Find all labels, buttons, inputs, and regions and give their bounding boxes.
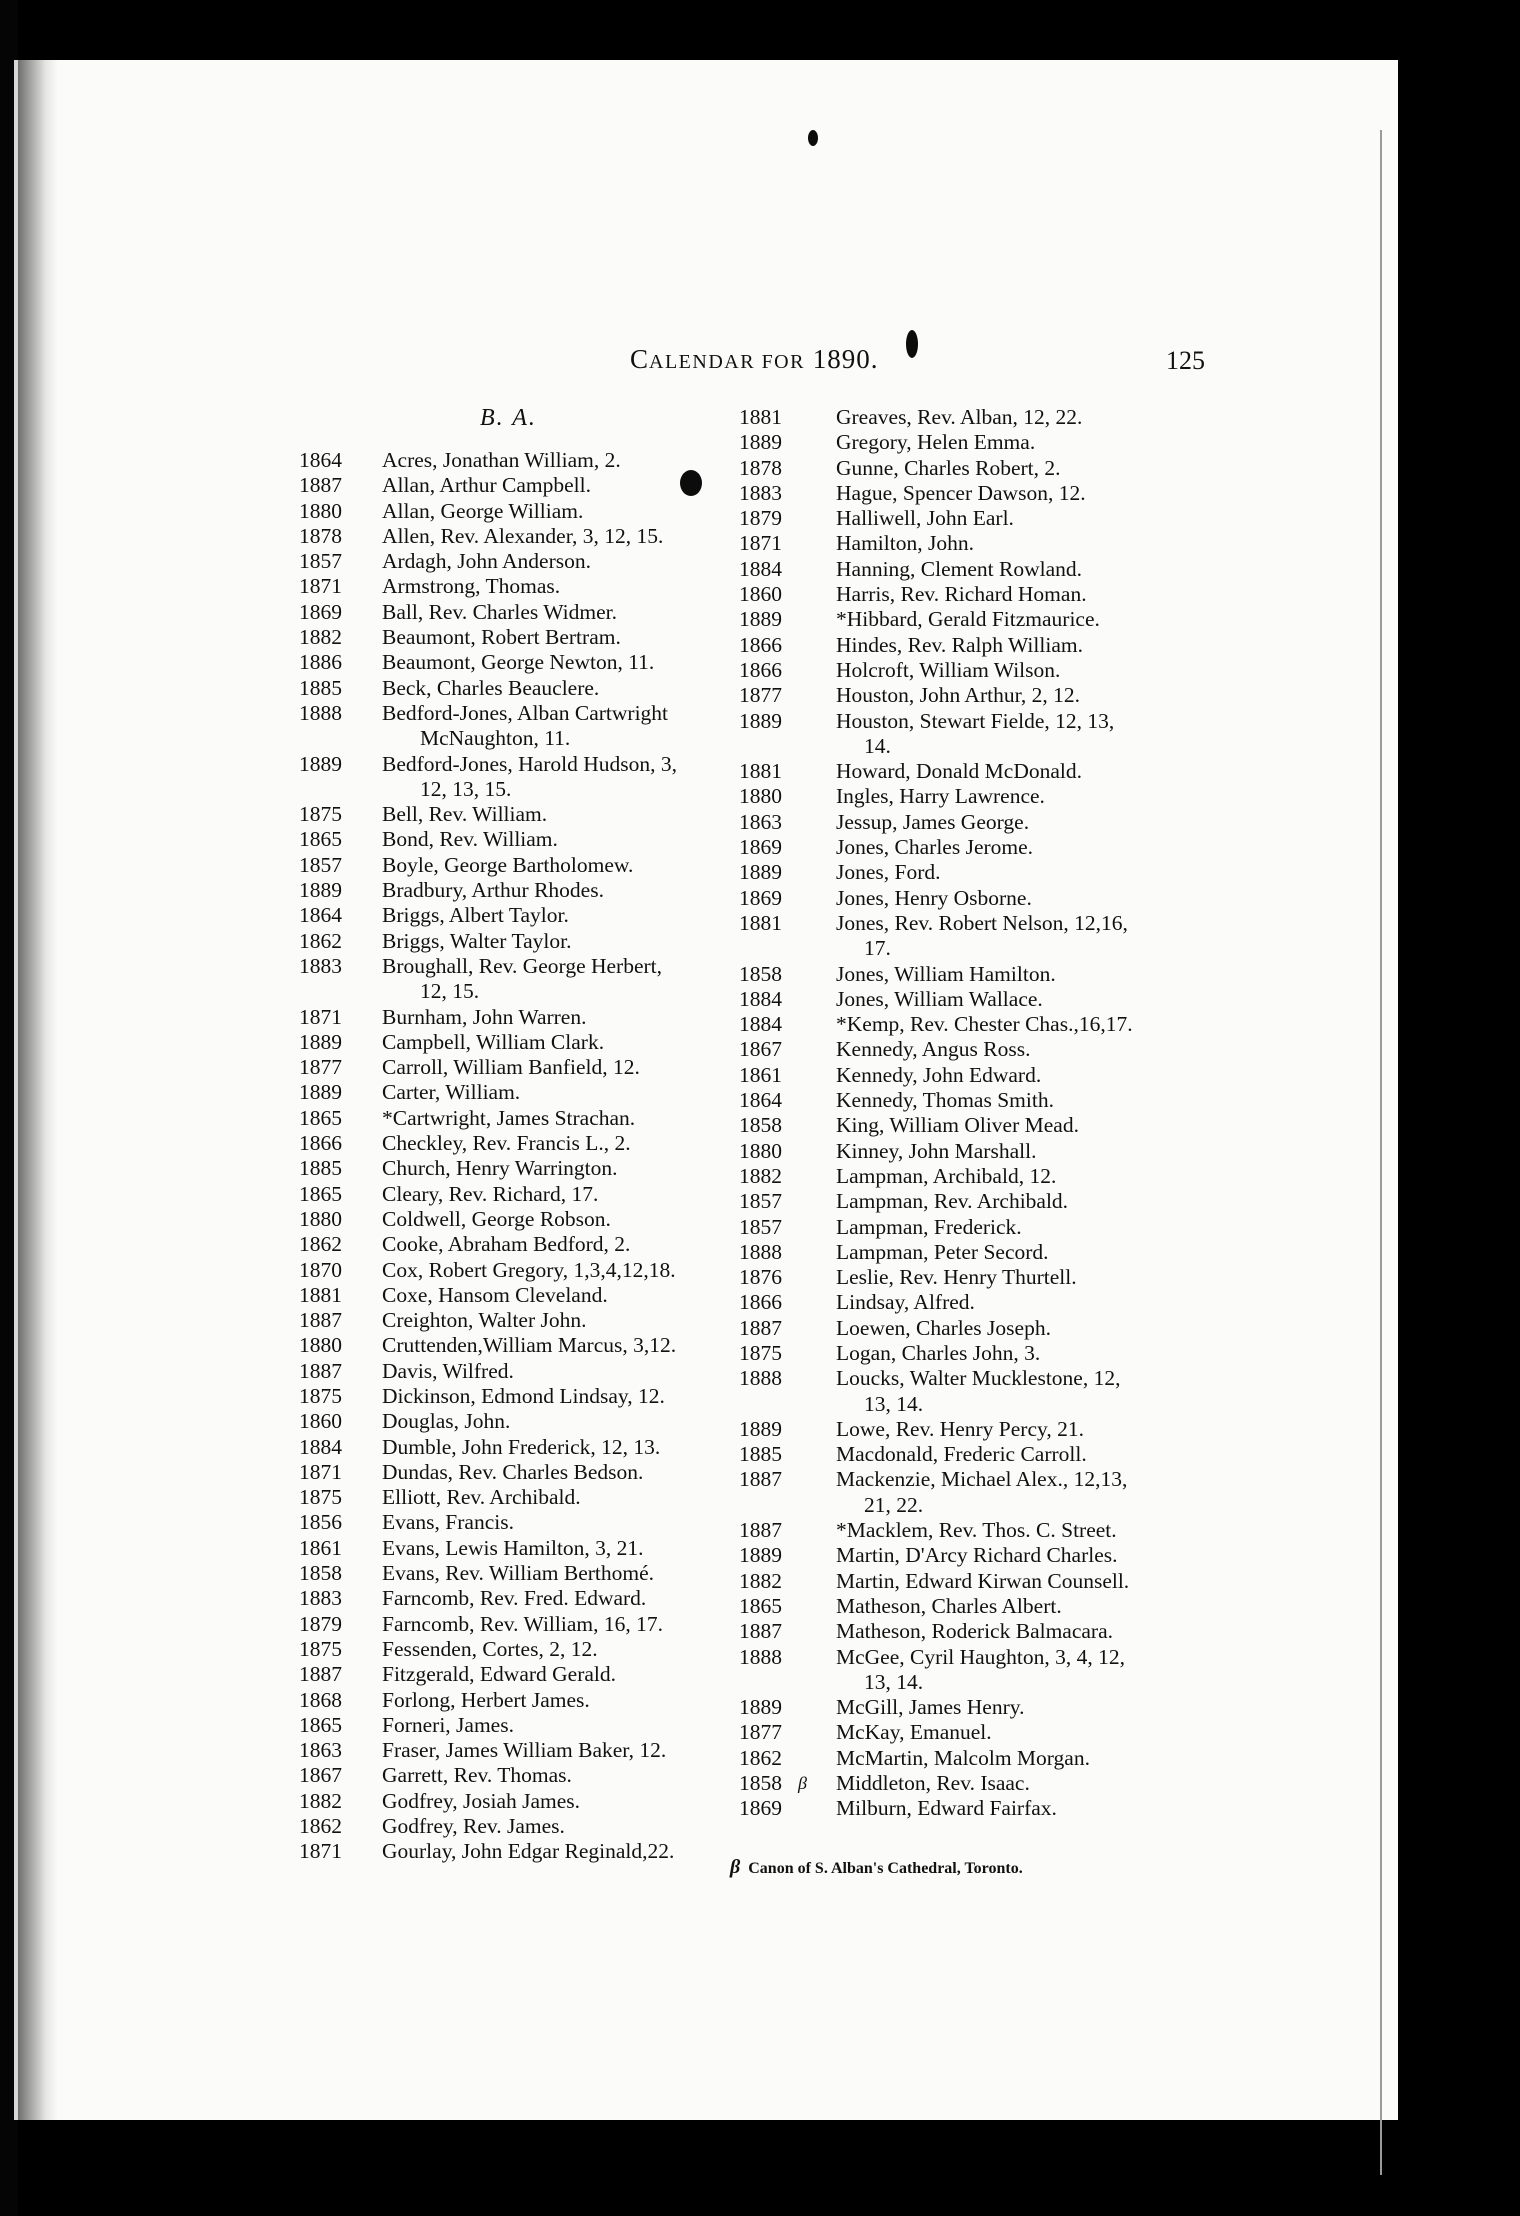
- entry-year: 1869: [739, 1796, 782, 1821]
- entry-year: 1876: [739, 1265, 782, 1290]
- entry-year: 1880: [299, 1206, 342, 1231]
- header-title-cap: C: [630, 344, 650, 374]
- entry-year: 1863: [299, 1738, 342, 1763]
- register-entry: [730, 1594, 1290, 1619]
- entry-year: 1889: [739, 1416, 782, 1441]
- entry-year: 1875: [299, 1485, 342, 1510]
- entry-year: 1887: [299, 1358, 342, 1383]
- entry-name: Fitzgerald, Edward Gerald.: [382, 1662, 617, 1687]
- entry-year: 1866: [739, 657, 782, 682]
- entry-year: 1887: [739, 1467, 782, 1492]
- entry-year: 1881: [299, 1282, 342, 1307]
- register-entry: [730, 911, 1290, 936]
- register-entry: [730, 759, 1290, 784]
- register-entry: [730, 582, 1290, 607]
- entry-year: 1857: [299, 852, 342, 877]
- entry-year: 1889: [299, 1029, 342, 1054]
- entry-year: 1866: [739, 1290, 782, 1315]
- entry-name: Evans, Lewis Hamilton, 3, 21.: [382, 1535, 644, 1560]
- entry-year: 1888: [739, 1239, 782, 1264]
- entry-name: *Kemp, Rev. Chester Chas.,16,17.: [836, 1012, 1133, 1037]
- entry-name: Jessup, James George.: [836, 809, 1030, 834]
- entry-name: Kinney, John Marshall.: [836, 1138, 1037, 1163]
- entry-name: Ingles, Harry Lawrence.: [836, 784, 1045, 809]
- entry-name: Logan, Charles John, 3.: [836, 1340, 1041, 1365]
- header-title-rest: ALENDAR FOR: [649, 351, 805, 373]
- entry-name: *Hibbard, Gerald Fitzmaurice.: [836, 607, 1100, 632]
- entry-year: 1885: [299, 1156, 342, 1181]
- entry-year: 1864: [739, 1088, 782, 1113]
- register-entry: [730, 1063, 1290, 1088]
- entry-name: Ardagh, John Anderson.: [382, 549, 592, 574]
- entry-year: 1864: [299, 448, 342, 472]
- entry-year: 1889: [739, 860, 782, 885]
- entry-year: 1871: [739, 531, 782, 556]
- entry-year: 1879: [299, 1611, 342, 1636]
- entry-year: 1888: [739, 1644, 782, 1669]
- register-entry: [730, 1771, 1290, 1796]
- entry-name: Godfrey, Josiah James.: [382, 1788, 581, 1813]
- entry-year: 1887: [299, 1662, 342, 1687]
- entry-year: 1869: [739, 885, 782, 910]
- entry-year: 1860: [299, 1409, 342, 1434]
- entry-name: Allen, Rev. Alexander, 3, 12, 15.: [382, 523, 664, 548]
- entry-name: Godfrey, Rev. James.: [382, 1814, 565, 1839]
- entry-year: 1865: [739, 1593, 782, 1618]
- entry-year: 1866: [739, 632, 782, 657]
- entry-year: 1881: [739, 759, 782, 784]
- entry-name: McKay, Emanuel.: [836, 1720, 992, 1745]
- register-entry: [730, 1316, 1290, 1341]
- entry-name: Houston, John Arthur, 2, 12.: [836, 683, 1081, 708]
- entry-year: 1862: [299, 1232, 342, 1257]
- entry-name: 21, 22.: [864, 1492, 924, 1517]
- entry-name: McGill, James Henry.: [836, 1695, 1025, 1720]
- entry-name: Kennedy, Angus Ross.: [836, 1037, 1031, 1062]
- entry-name: Milburn, Edward Fairfax.: [836, 1796, 1057, 1821]
- register-entry: [730, 1113, 1290, 1138]
- register-entry: [730, 1240, 1290, 1265]
- register-entry: [730, 1619, 1290, 1644]
- entry-name: Hague, Spencer Dawson, 12.: [836, 480, 1086, 505]
- entry-name: Checkley, Rev. Francis L., 2.: [382, 1131, 631, 1156]
- register-entry: [730, 987, 1290, 1012]
- register-entry: [730, 683, 1290, 708]
- entry-name: Fessenden, Cortes, 2, 12.: [382, 1636, 598, 1661]
- entry-year: 1875: [299, 1636, 342, 1661]
- entry-name: Greaves, Rev. Alban, 12, 22.: [836, 405, 1083, 429]
- entry-name: 13, 14.: [864, 1391, 924, 1416]
- entry-name: Burnham, John Warren.: [382, 1004, 587, 1029]
- entry-name: Mackenzie, Michael Alex., 12,13,: [836, 1467, 1128, 1492]
- entry-year: 1888: [739, 1366, 782, 1391]
- entry-name: Loewen, Charles Joseph.: [836, 1315, 1051, 1340]
- entry-name: Forlong, Herbert James.: [382, 1687, 590, 1712]
- entry-name: Briggs, Walter Taylor.: [382, 928, 572, 953]
- entry-year: 1881: [739, 405, 782, 429]
- entry-name: Matheson, Charles Albert.: [836, 1593, 1062, 1618]
- running-header: [630, 344, 878, 375]
- entry-year: 1858: [739, 961, 782, 986]
- register-entry: [730, 430, 1290, 455]
- register-entry: [730, 1012, 1290, 1037]
- entry-name: Macdonald, Frederic Carroll.: [836, 1442, 1087, 1467]
- register-entry: [730, 1645, 1290, 1670]
- entry-name: Kennedy, Thomas Smith.: [836, 1088, 1054, 1113]
- entry-name: Evans, Francis.: [382, 1510, 514, 1535]
- entry-year: 1887: [299, 473, 342, 498]
- entry-name: Farncomb, Rev. William, 16, 17.: [382, 1611, 663, 1636]
- register-entry: [730, 1215, 1290, 1240]
- register-entry: [730, 1189, 1290, 1214]
- entry-name: Middleton, Rev. Isaac.: [836, 1771, 1030, 1796]
- entry-name: 13, 14.: [864, 1669, 924, 1694]
- register-entry: [730, 506, 1290, 531]
- entry-name: Holcroft, William Wilson.: [836, 657, 1061, 682]
- register-entry: [730, 709, 1290, 734]
- register-entry: [730, 1417, 1290, 1442]
- ink-blot: [906, 330, 918, 358]
- register-entry-continuation: [730, 1493, 1290, 1518]
- entry-name: Jones, Henry Osborne.: [836, 885, 1032, 910]
- register-entry: [730, 1442, 1290, 1467]
- entry-name: *Macklem, Rev. Thos. C. Street.: [836, 1518, 1117, 1543]
- entry-name: Cox, Robert Gregory, 1,3,4,12,18.: [382, 1257, 676, 1282]
- entry-year: 1877: [739, 683, 782, 708]
- entry-year: 1882: [299, 1788, 342, 1813]
- entry-name: Coldwell, George Robson.: [382, 1206, 611, 1231]
- entry-name: Loucks, Walter Mucklestone, 12,: [836, 1366, 1121, 1391]
- register-entry: [730, 1139, 1290, 1164]
- register-entry: [730, 1164, 1290, 1189]
- entry-name: Elliott, Rev. Archibald.: [382, 1485, 581, 1510]
- entry-name: Howard, Donald McDonald.: [836, 759, 1083, 784]
- entry-year: 1883: [299, 953, 342, 978]
- entry-name: Douglas, John.: [382, 1409, 511, 1434]
- entry-year: 1884: [299, 1434, 342, 1459]
- register-entry: [730, 1746, 1290, 1771]
- entry-year: 1889: [299, 878, 342, 903]
- entry-name: Evans, Rev. William Berthomé.: [382, 1561, 655, 1586]
- entry-year: 1889: [739, 1695, 782, 1720]
- entry-name: Jones, Ford.: [836, 860, 941, 885]
- entry-name: Dickinson, Edmond Lindsay, 12.: [382, 1383, 665, 1408]
- entry-name: Davis, Wilfred.: [382, 1358, 514, 1383]
- right-column: [730, 405, 1290, 1822]
- register-entry: [730, 1796, 1290, 1821]
- footnote: [730, 1856, 1023, 1879]
- entry-year: 1884: [739, 556, 782, 581]
- entry-year: 1863: [739, 809, 782, 834]
- entry-name: Acres, Jonathan William, 2.: [382, 448, 621, 472]
- entry-name: Briggs, Albert Taylor.: [382, 903, 569, 928]
- entry-year: 1865: [299, 1181, 342, 1206]
- page-edge-line: [1380, 130, 1382, 2175]
- entry-name: Farncomb, Rev. Fred. Edward.: [382, 1586, 647, 1611]
- entry-name: 12, 15.: [420, 979, 480, 1004]
- entry-name: Lampman, Frederick.: [836, 1214, 1022, 1239]
- entry-year: 1882: [739, 1568, 782, 1593]
- entry-year: 1878: [739, 455, 782, 480]
- entry-name: Bedford-Jones, Alban Cartwright: [382, 700, 669, 725]
- footnote-text: Canon of S. Alban's Cathedral, Toronto.: [748, 1860, 1023, 1877]
- section-title: B. A.: [480, 405, 537, 431]
- entry-name: Carroll, William Banfield, 12.: [382, 1055, 640, 1080]
- entry-name: Lowe, Rev. Henry Percy, 21.: [836, 1416, 1084, 1441]
- entry-name: Fraser, James William Baker, 12.: [382, 1738, 667, 1763]
- register-entry: [730, 886, 1290, 911]
- footnote-mark: β: [730, 1856, 741, 1878]
- entry-year: 1862: [299, 1814, 342, 1839]
- register-entry: [730, 1695, 1290, 1720]
- register-entry: [730, 481, 1290, 506]
- entry-name: McMartin, Malcolm Morgan.: [836, 1745, 1090, 1770]
- entry-name: Beck, Charles Beauclere.: [382, 675, 600, 700]
- entry-year: 1878: [299, 523, 342, 548]
- entry-year: 1857: [739, 1214, 782, 1239]
- entry-name: McNaughton, 11.: [420, 726, 571, 751]
- entry-name: Dumble, John Frederick, 12, 13.: [382, 1434, 661, 1459]
- entry-name: Armstrong, Thomas.: [382, 574, 561, 599]
- entry-name: Boyle, George Bartholomew.: [382, 852, 634, 877]
- entry-year: 1861: [739, 1062, 782, 1087]
- entry-year: 1862: [739, 1745, 782, 1770]
- entry-name: Bedford-Jones, Harold Hudson, 3,: [382, 751, 677, 776]
- register-entry: [730, 1467, 1290, 1492]
- entry-year: 1858: [739, 1771, 782, 1796]
- register-entry: [730, 810, 1290, 835]
- register-entry: [730, 1037, 1290, 1062]
- entry-name: Gunne, Charles Robert, 2.: [836, 455, 1061, 480]
- register-entry: [730, 557, 1290, 582]
- register-entry: [730, 1366, 1290, 1391]
- entry-name: Harris, Rev. Richard Homan.: [836, 582, 1087, 607]
- entry-year: 1889: [739, 1543, 782, 1568]
- entry-year: 1880: [739, 784, 782, 809]
- entry-year: 1880: [299, 1333, 342, 1358]
- gutter-shadow: [18, 60, 58, 2120]
- entry-year: 1882: [739, 1163, 782, 1188]
- entry-year: 1865: [299, 1105, 342, 1130]
- entry-name: Kennedy, John Edward.: [836, 1062, 1042, 1087]
- entry-year: 1875: [299, 1383, 342, 1408]
- entry-year: 1889: [739, 430, 782, 455]
- entry-name: Creighton, Walter John.: [382, 1308, 587, 1333]
- entry-year: 1880: [299, 498, 342, 523]
- entry-name: McGee, Cyril Haughton, 3, 4, 12,: [836, 1644, 1126, 1669]
- entry-year: 1860: [739, 582, 782, 607]
- entry-name: Forneri, James.: [382, 1712, 514, 1737]
- entry-year: 1885: [299, 675, 342, 700]
- entry-name: Cooke, Abraham Bedford, 2.: [382, 1232, 631, 1257]
- entry-year: 1887: [739, 1518, 782, 1543]
- entry-year: 1889: [299, 751, 342, 776]
- register-entry: [730, 1088, 1290, 1113]
- entry-name: Jones, William Hamilton.: [836, 961, 1056, 986]
- register-entry: [730, 658, 1290, 683]
- entry-year: 1886: [299, 650, 342, 675]
- entry-name: Garrett, Rev. Thomas.: [382, 1763, 572, 1788]
- entry-year: 1870: [299, 1257, 342, 1282]
- entry-year: 1877: [299, 1055, 342, 1080]
- entry-name: Ball, Rev. Charles Widmer.: [382, 599, 617, 624]
- entry-name: Cleary, Rev. Richard, 17.: [382, 1181, 599, 1206]
- entry-name: Beaumont, George Newton, 11.: [382, 650, 655, 675]
- entry-name: Cruttenden,William Marcus, 3,12.: [382, 1333, 677, 1358]
- header-year: 1890.: [812, 344, 879, 374]
- entry-name: Lampman, Rev. Archibald.: [836, 1189, 1069, 1214]
- entry-year: 1867: [299, 1763, 342, 1788]
- entry-year: 1869: [299, 599, 342, 624]
- register-entry: [730, 1341, 1290, 1366]
- entry-name: Bradbury, Arthur Rhodes.: [382, 878, 604, 903]
- register-entry: [730, 456, 1290, 481]
- register-entry: [730, 1265, 1290, 1290]
- entry-year: 1887: [299, 1308, 342, 1333]
- entry-year: 1887: [739, 1315, 782, 1340]
- entry-year: 1885: [739, 1442, 782, 1467]
- entry-name: Martin, D'Arcy Richard Charles.: [836, 1543, 1118, 1568]
- register-entry-continuation: [730, 936, 1290, 961]
- entry-year: 1875: [299, 802, 342, 827]
- entry-name: Gregory, Helen Emma.: [836, 430, 1036, 455]
- register-entry: [730, 1290, 1290, 1315]
- register-entry: [730, 1569, 1290, 1594]
- entry-year: 1875: [739, 1340, 782, 1365]
- entry-year: 1884: [739, 986, 782, 1011]
- entry-name: Leslie, Rev. Henry Thurtell.: [836, 1265, 1077, 1290]
- entry-name: Allan, George William.: [382, 498, 584, 523]
- entry-name: Hamilton, John.: [836, 531, 974, 556]
- entry-year: 1880: [739, 1138, 782, 1163]
- entry-marker: β: [798, 1773, 807, 1794]
- ink-blot: [808, 130, 818, 146]
- register-entry: [730, 607, 1290, 632]
- entry-name: Halliwell, John Earl.: [836, 506, 1014, 531]
- register-entry-continuation: [730, 1670, 1290, 1695]
- entry-name: *Cartwright, James Strachan.: [382, 1105, 636, 1130]
- entry-year: 1868: [299, 1687, 342, 1712]
- entry-year: 1865: [299, 827, 342, 852]
- register-entry: [730, 1518, 1290, 1543]
- entry-name: Carter, William.: [382, 1080, 521, 1105]
- entry-name: Church, Henry Warrington.: [382, 1156, 618, 1181]
- register-entry: [730, 860, 1290, 885]
- entry-name: Jones, William Wallace.: [836, 986, 1043, 1011]
- entry-year: 1856: [299, 1510, 342, 1535]
- register-entry: [730, 1720, 1290, 1745]
- entry-name: King, William Oliver Mead.: [836, 1113, 1079, 1138]
- entry-name: Dundas, Rev. Charles Bedson.: [382, 1459, 644, 1484]
- register-entry: [730, 531, 1290, 556]
- entry-year: 1857: [739, 1189, 782, 1214]
- entry-year: 1883: [299, 1586, 342, 1611]
- register-entry: [730, 1543, 1290, 1568]
- entry-name: Campbell, William Clark.: [382, 1029, 605, 1054]
- register-entry: [730, 405, 1290, 430]
- entry-year: 1871: [299, 1839, 342, 1864]
- entry-year: 1867: [739, 1037, 782, 1062]
- entry-year: 1858: [739, 1113, 782, 1138]
- entry-name: 14.: [864, 733, 891, 758]
- entry-name: Jones, Charles Jerome.: [836, 835, 1034, 860]
- entry-name: Jones, Rev. Robert Nelson, 12,16,: [836, 910, 1128, 935]
- entry-name: Hindes, Rev. Ralph William.: [836, 632, 1083, 657]
- register-entry-continuation: [730, 734, 1290, 759]
- entry-name: Bell, Rev. William.: [382, 802, 548, 827]
- entry-year: 1877: [739, 1720, 782, 1745]
- entry-year: 1857: [299, 549, 342, 574]
- entry-name: Lindsay, Alfred.: [836, 1290, 975, 1315]
- entry-year: 1871: [299, 574, 342, 599]
- entry-year: 1883: [739, 480, 782, 505]
- register-entry: [730, 784, 1290, 809]
- entry-name: Gourlay, John Edgar Reginald,22.: [382, 1839, 675, 1864]
- register-entry: [730, 962, 1290, 987]
- entry-year: 1866: [299, 1131, 342, 1156]
- register-entry: [730, 835, 1290, 860]
- entry-name: Allan, Arthur Campbell.: [382, 473, 591, 498]
- entry-year: 1861: [299, 1535, 342, 1560]
- entry-name: Matheson, Roderick Balmacara.: [836, 1619, 1114, 1644]
- entry-name: 12, 13, 15.: [420, 776, 512, 801]
- entry-year: 1858: [299, 1561, 342, 1586]
- entry-year: 1864: [299, 903, 342, 928]
- entry-name: Martin, Edward Kirwan Counsell.: [836, 1568, 1130, 1593]
- entry-name: 17.: [864, 936, 891, 961]
- entry-name: Beaumont, Robert Bertram.: [382, 625, 621, 650]
- entry-year: 1871: [299, 1459, 342, 1484]
- entry-year: 1887: [739, 1619, 782, 1644]
- entry-year: 1884: [739, 1012, 782, 1037]
- register-entry: [730, 633, 1290, 658]
- entry-name: Houston, Stewart Fielde, 12, 13,: [836, 708, 1115, 733]
- entry-year: 1869: [739, 835, 782, 860]
- entry-year: 1888: [299, 700, 342, 725]
- entry-year: 1865: [299, 1712, 342, 1737]
- entry-year: 1882: [299, 625, 342, 650]
- entry-year: 1862: [299, 928, 342, 953]
- entry-year: 1889: [739, 708, 782, 733]
- entry-year: 1871: [299, 1004, 342, 1029]
- entry-year: 1881: [739, 910, 782, 935]
- register-entry-continuation: [730, 1392, 1290, 1417]
- entry-name: Lampman, Peter Secord.: [836, 1239, 1049, 1264]
- entry-name: Broughall, Rev. George Herbert,: [382, 953, 663, 978]
- entry-name: Hanning, Clement Rowland.: [836, 556, 1083, 581]
- page-number: 125: [1166, 346, 1205, 375]
- entry-name: Coxe, Hansom Cleveland.: [382, 1282, 608, 1307]
- entry-year: 1879: [739, 506, 782, 531]
- entry-year: 1889: [739, 607, 782, 632]
- entry-year: 1889: [299, 1080, 342, 1105]
- entry-name: Bond, Rev. William.: [382, 827, 558, 852]
- entry-name: Lampman, Archibald, 12.: [836, 1163, 1057, 1188]
